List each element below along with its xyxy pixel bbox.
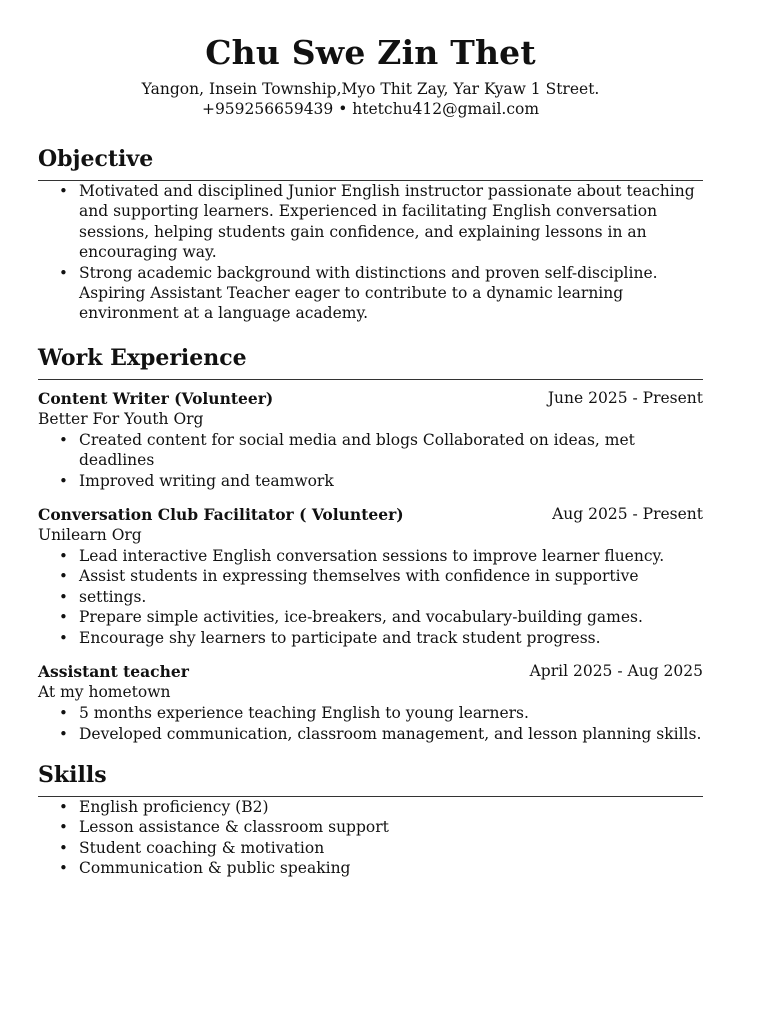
job-bullet: • settings. [38, 587, 703, 607]
job-entry [38, 661, 703, 744]
job-bullet: • Created content for social media and blogs Collaborated on ideas, met deadlines [38, 430, 703, 471]
skills-heading: Skills [38, 761, 703, 797]
skill-item: • English proficiency (B2) [38, 797, 703, 817]
objective-item: • Strong academic background with distinctions and proven self-discipline. Aspiring Assistant Teacher eager to contribute to a dynamic learning environment at a language academy. [38, 263, 703, 324]
job-bullet: • Lead interactive English conversation sessions to improve learner fluency. [38, 546, 703, 566]
job-role: Content Writer (Volunteer) [38, 388, 274, 408]
job-header [38, 504, 703, 525]
objective-list [38, 181, 703, 324]
skills-section [38, 761, 703, 879]
contact-block [38, 79, 703, 119]
job-organization: At my hometown [38, 683, 171, 702]
skill-item: • Lesson assistance & classroom support [38, 817, 703, 837]
job-bullets [38, 546, 703, 648]
job-header [38, 388, 703, 409]
job-bullet: • Assist students in expressing themselves with confidence in supportive [38, 566, 703, 586]
job-bullet: • 5 months experience teaching English to young learners. [38, 703, 703, 723]
job-role: Assistant teacher [38, 662, 189, 682]
job-entry [38, 504, 703, 648]
address-line: Yangon, Insein Township,Myo Thit Zay, Yar Kyaw 1 Street. [141, 80, 600, 98]
work-experience-section [38, 344, 703, 744]
job-bullet: • Prepare simple activities, ice-breakers, and vocabulary-building games. [38, 607, 703, 627]
job-dates: June 2025 - Present [547, 388, 703, 407]
skill-item: • Communication & public speaking [38, 858, 703, 878]
objective-item: • Motivated and disciplined Junior English instructor passionate about teaching and supporting learners. Experienced in facilitating English conversation sessions, helping students gain confidence, and explaining lessons in an encouraging way. [38, 181, 703, 263]
objective-section [38, 145, 703, 324]
job-organization: Unilearn Org [38, 526, 142, 545]
job-dates: April 2025 - Aug 2025 [529, 662, 703, 681]
skill-item: • Student coaching & motivation [38, 838, 703, 858]
job-organization: Better For Youth Org [38, 409, 204, 428]
job-bullet: • Developed communication, classroom management, and lesson planning skills. [38, 724, 703, 744]
job-bullets [38, 430, 703, 491]
job-bullet: • Encourage shy learners to participate and track student progress. [38, 628, 703, 648]
job-role: Conversation Club Facilitator ( Volunteer) [38, 505, 404, 525]
phone-email-line: +959256659439 • htetchu412@gmail.com [201, 100, 540, 118]
work-experience-heading: Work Experience [38, 344, 703, 380]
job-dates: Aug 2025 - Present [552, 505, 703, 524]
job-bullets [38, 703, 703, 744]
job-entry [38, 388, 703, 491]
candidate-name: Chu Swe Zin Thet [205, 33, 536, 72]
job-bullet: • Improved writing and teamwork [38, 471, 703, 491]
skills-list [38, 797, 703, 879]
objective-heading: Objective [38, 145, 703, 181]
job-header [38, 661, 703, 682]
